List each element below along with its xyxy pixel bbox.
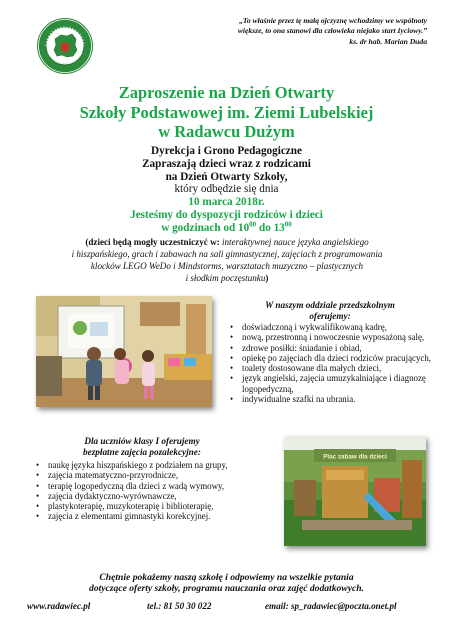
grade1-heading-line: bezpłatne zajęcia pozalekcyjne: <box>83 447 201 458</box>
offer-text: i słodkim poczęstunku <box>185 273 266 283</box>
preschool-heading <box>222 300 438 322</box>
preschool-heading-line: W naszym oddziale przedszkolnym <box>265 300 395 310</box>
intro-line: Zapraszają dzieci wraz z rodzicami <box>142 157 311 170</box>
hours-start-minutes: 00 <box>249 220 257 229</box>
hours-end-minutes: 00 <box>284 220 292 229</box>
page-title <box>0 83 453 142</box>
classroom-photo <box>36 296 212 407</box>
phone-number: tel.: 81 50 30 022 <box>147 601 212 611</box>
title-line: Zaproszenie na Dzień Otwarty <box>118 83 335 102</box>
quote-line: większe, to ona stanowi dla człowieka niejako start życiowy.” <box>237 26 427 36</box>
hours-prefix: w godzinach od 10 <box>161 221 250 234</box>
offer-line <box>24 272 430 284</box>
event-hours <box>0 222 453 235</box>
playground-photo <box>284 436 426 546</box>
list-item: • zajęcia matematyczno-przyrodnicze, <box>34 470 254 480</box>
title-line: Szkoły Podstawowej im. Ziemi Lubelskiej <box>79 102 374 122</box>
invitation-intro <box>0 145 453 235</box>
preschool-heading-line: oferujemy: <box>309 311 351 322</box>
list-item: • język angielski, zajęcia umuzykalniające i diagnozę logopedyczną, <box>228 373 438 394</box>
intro-line: Jesteśmy do dyspozycji rodziców i dzieci <box>130 208 323 221</box>
list-item: • nową, przestronną i nowoczesnie wyposażoną salę, <box>228 332 438 342</box>
list-item: • zajęcia z elementami gimnastyki korekcyjnej. <box>34 511 254 521</box>
closing-line: Chętnie pokażemy naszą szkołę i odpowiemy na wszelkie pytania <box>99 572 354 583</box>
activities-offer <box>24 236 430 284</box>
intro-line: na Dzień Otwarty Szkoły, <box>165 170 288 183</box>
intro-line: który odbędzie się dnia <box>174 183 279 196</box>
offer-line: klocków LEGO WeDo i Mindstorms, warsztatach muzyczno – plastycznych <box>90 261 364 271</box>
closing-line: dotyczące oferty szkoły, programu nauczania oraz zajęć dodatkowych. <box>89 583 364 595</box>
quote-line: „To właśnie przez tę małą ojczyznę wchodzimy we wspólnoty <box>239 16 427 25</box>
intro-line: Dyrekcja i Grono Pedagogiczne <box>151 145 302 157</box>
list-item: • doświadczoną i wykwalifikowaną kadrę, <box>228 322 438 332</box>
offer-lead: dzieci będą mogły uczestniczyć w: <box>88 237 220 247</box>
motto-quote <box>147 16 427 47</box>
playground-sign-text: Plac zabaw dla dzieci <box>323 453 387 461</box>
offer-line: i hiszpańskiego, grach i zabawach na sali gimnastycznej, zajęciach z programowania <box>71 249 383 259</box>
grade1-heading-line: Dla uczniów klasy I oferujemy <box>84 436 200 446</box>
list-item: • terapię logopedyczną dla dzieci z wadą wymowy, <box>34 481 254 491</box>
playground-sign <box>314 449 396 462</box>
list-item: • naukę języka hiszpańskiego z podziałem na grupy, <box>34 460 254 470</box>
title-line: w Radawcu Dużym <box>158 122 295 142</box>
email-address[interactable]: email: sp_radawiec@poczta.onet.pl <box>265 601 397 611</box>
offer-line <box>24 236 430 248</box>
school-seal-icon <box>36 17 94 75</box>
list-item: • zdrowe posiłki: śniadanie i obiad, <box>228 343 438 353</box>
event-date: 10 marca 2018r. <box>188 196 265 209</box>
website-link[interactable]: www.radawiec.pl <box>27 601 91 611</box>
list-item: • plastykoterapię, muzykoterapię i biblioterapię, <box>34 501 254 511</box>
hours-mid: do 13 <box>256 221 285 234</box>
grade1-heading <box>28 436 256 458</box>
preschool-offer-list <box>228 322 438 404</box>
list-item: • indywidualne szafki na ubrania. <box>228 394 438 404</box>
offer-close: ) <box>265 273 269 283</box>
quote-author: ks. dr hab. Marian Duda <box>349 36 427 46</box>
offer-text: interaktywnej nauce języka angielskiego <box>219 237 369 247</box>
contact-footer <box>0 601 453 613</box>
grade1-offer-list <box>34 460 254 522</box>
offer-open: ( <box>85 237 89 247</box>
closing-note <box>0 572 453 595</box>
list-item: • zajęcia dydaktyczno-wyrównawcze, <box>34 491 254 501</box>
list-item: • opiekę po zajęciach dla dzieci rodziców pracujących, <box>228 353 438 363</box>
list-item: • toalety dostosowane dla małych dzieci, <box>228 363 438 373</box>
